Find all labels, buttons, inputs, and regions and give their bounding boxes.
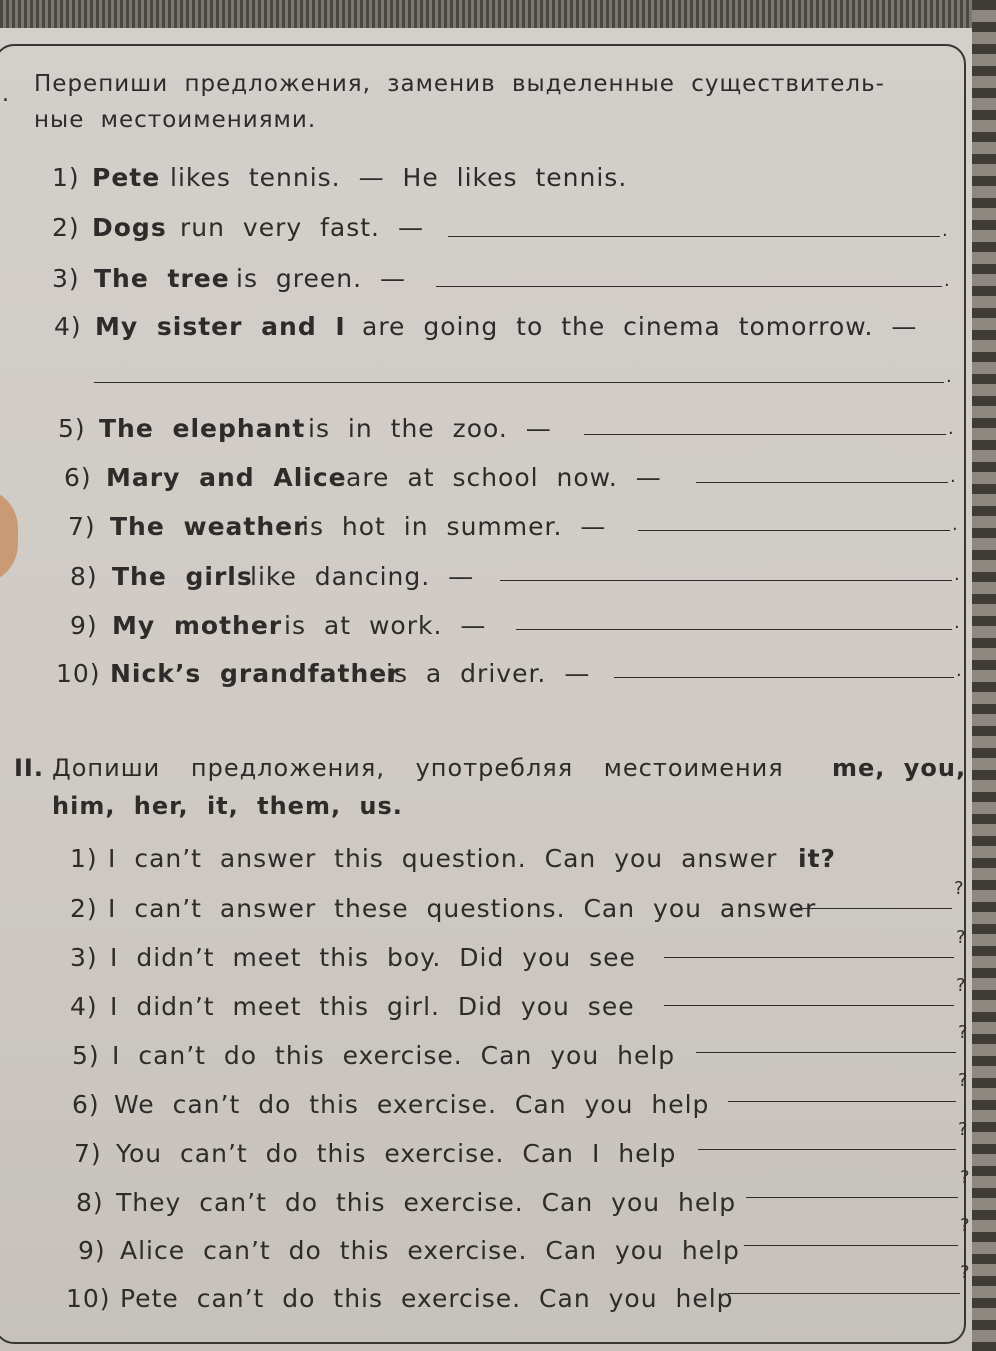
answer-line[interactable]	[638, 530, 950, 531]
answer-line[interactable]	[584, 434, 946, 435]
bold-noun: My mother	[112, 611, 283, 640]
exercise2-item-7	[0, 1139, 996, 1173]
bold-noun: The girls	[112, 562, 253, 591]
exercise2-item-5	[0, 1041, 996, 1075]
answer-line[interactable]	[614, 677, 954, 678]
sentence-text: They can’t do this exercise. Can you help	[116, 1188, 737, 1217]
bold-noun: The tree	[94, 264, 230, 293]
line-end-question: ?	[958, 1070, 968, 1091]
line-end-question: ?	[960, 1262, 970, 1283]
bold-noun: The weather	[110, 512, 307, 541]
answer-line[interactable]	[796, 908, 952, 909]
exercise1-item-8	[0, 562, 996, 596]
sentence-text: is green. —	[236, 264, 407, 293]
answer-line[interactable]	[728, 1101, 956, 1102]
exercise1-item-3	[0, 264, 996, 298]
item-number: 1)	[52, 163, 80, 192]
answer-line[interactable]	[746, 1197, 958, 1198]
line-end-question: ?	[958, 1119, 968, 1140]
item-number: 3)	[52, 264, 80, 293]
sentence-text: Pete can’t do this exercise. Can you help	[120, 1284, 734, 1313]
exercise2-item-8	[0, 1188, 996, 1222]
line-end-question: ?	[956, 975, 966, 996]
line-end-period: .	[952, 514, 958, 535]
bold-noun: Nick’s grandfather	[110, 659, 401, 688]
answer-line[interactable]	[94, 382, 944, 383]
answer-line[interactable]	[516, 629, 952, 630]
sentence-text: I can’t answer this question. Can you answer	[108, 844, 778, 873]
sentence-text: is in the zoo. —	[308, 414, 552, 443]
exercise1-item-4	[0, 312, 996, 346]
exercise1-item-2	[0, 213, 996, 247]
line-end-question: ?	[960, 1215, 970, 1236]
item-number: 5)	[58, 414, 86, 443]
sentence-text: is hot in summer. —	[302, 512, 607, 541]
answer-example: it?	[798, 844, 837, 873]
line-end-question: ?	[960, 1167, 970, 1188]
sentence-text: are going to the cinema tomorrow. —	[362, 312, 918, 341]
line-end-period: .	[954, 564, 960, 585]
sentence-text: I didn’t meet this girl. Did you see	[110, 992, 635, 1021]
exercise2-item-2	[0, 894, 996, 928]
item-number: 3)	[70, 943, 98, 972]
answer-line[interactable]	[448, 236, 940, 237]
line-end-period: .	[950, 466, 956, 487]
pronoun-list: me, you,	[832, 754, 967, 782]
exercise2-item-6	[0, 1090, 996, 1124]
line-end-period: .	[946, 366, 952, 387]
answer-line[interactable]	[744, 1245, 958, 1246]
answer-line[interactable]	[664, 1005, 954, 1006]
line-end-question: ?	[956, 927, 966, 948]
bold-noun: Dogs	[92, 213, 167, 242]
item-number: 6)	[64, 463, 92, 492]
answer-line[interactable]	[728, 1293, 960, 1294]
item-number: 4)	[70, 992, 98, 1021]
line-end-period: .	[942, 220, 948, 241]
answer-line[interactable]	[696, 1052, 956, 1053]
pronoun-list: him, her, it, them, us.	[52, 792, 403, 820]
item-number: 4)	[54, 312, 82, 341]
line-end-period: .	[954, 612, 960, 633]
exercise-number-fragment: .	[2, 82, 9, 107]
answer-line[interactable]	[436, 286, 942, 287]
item-number: 8)	[70, 562, 98, 591]
exercise1-item-6	[0, 463, 996, 497]
exercise2-label: II.	[14, 754, 44, 782]
exercise1-instruction	[34, 66, 885, 138]
line-end-question: ?	[954, 878, 964, 899]
item-number: 9)	[78, 1236, 106, 1265]
item-number: 10)	[56, 659, 101, 688]
exercise2-item-4	[0, 992, 996, 1026]
line-end-period: .	[948, 418, 954, 439]
bold-noun: Pete	[92, 163, 161, 192]
sentence-text: We can’t do this exercise. Can you help	[114, 1090, 710, 1119]
item-number: 8)	[76, 1188, 104, 1217]
item-number: 1)	[70, 844, 98, 873]
sentence-text: likes tennis. — He likes tennis.	[170, 163, 628, 192]
item-number: 7)	[74, 1139, 102, 1168]
item-number: 2)	[70, 894, 98, 923]
sentence-text: Alice can’t do this exercise. Can you help	[120, 1236, 740, 1265]
exercise1-item-9	[0, 611, 996, 645]
exercise1-item-7	[0, 512, 996, 546]
sentence-text: like dancing. —	[250, 562, 475, 591]
item-number: 6)	[72, 1090, 100, 1119]
exercise2-item-10	[0, 1284, 996, 1318]
item-number: 10)	[66, 1284, 111, 1313]
bold-noun: Mary and Alice	[106, 463, 347, 492]
answer-line[interactable]	[696, 482, 948, 483]
line-end-question: ?	[958, 1022, 968, 1043]
exercise1-item-1	[0, 163, 996, 197]
sentence-text: are at school now. —	[346, 463, 662, 492]
item-number: 9)	[70, 611, 98, 640]
exercise1-item-5	[0, 414, 996, 448]
answer-line[interactable]	[698, 1149, 956, 1150]
exercise1-instruction-line2: ные местоимениями.	[34, 107, 317, 133]
exercise2-item-1	[0, 844, 996, 878]
item-number: 5)	[72, 1041, 100, 1070]
exercise2-instruction-line2	[0, 792, 996, 826]
item-number: 2)	[52, 213, 80, 242]
exercise2-item-9	[0, 1236, 996, 1270]
sentence-text: I didn’t meet this boy. Did you see	[110, 943, 636, 972]
sentence-text: I can’t answer these questions. Can you answer	[108, 894, 817, 923]
exercise2-instruction-line1	[0, 754, 996, 788]
bold-noun: My sister and I	[95, 312, 346, 341]
bold-noun: The elephant	[99, 414, 306, 443]
answer-line[interactable]	[500, 580, 952, 581]
sentence-text: is at work. —	[284, 611, 487, 640]
sentence-text: run very fast. —	[180, 213, 424, 242]
sentence-text: I can’t do this exercise. Can you help	[112, 1041, 676, 1070]
sentence-text: You can’t do this exercise. Can I help	[116, 1139, 677, 1168]
exercise2-item-3	[0, 943, 996, 977]
exercise2-instruction-text: Допиши предложения, употребляя местоимения	[52, 754, 784, 782]
line-end-period: .	[956, 660, 962, 681]
line-end-period: .	[944, 270, 950, 291]
exercise1-instruction-line1: Перепиши предложения, заменив выделенные существитель-	[34, 71, 885, 97]
sentence-text: is a driver. —	[386, 659, 591, 688]
exercise1-item-10	[0, 659, 996, 693]
item-number: 7)	[68, 512, 96, 541]
answer-line[interactable]	[664, 957, 954, 958]
